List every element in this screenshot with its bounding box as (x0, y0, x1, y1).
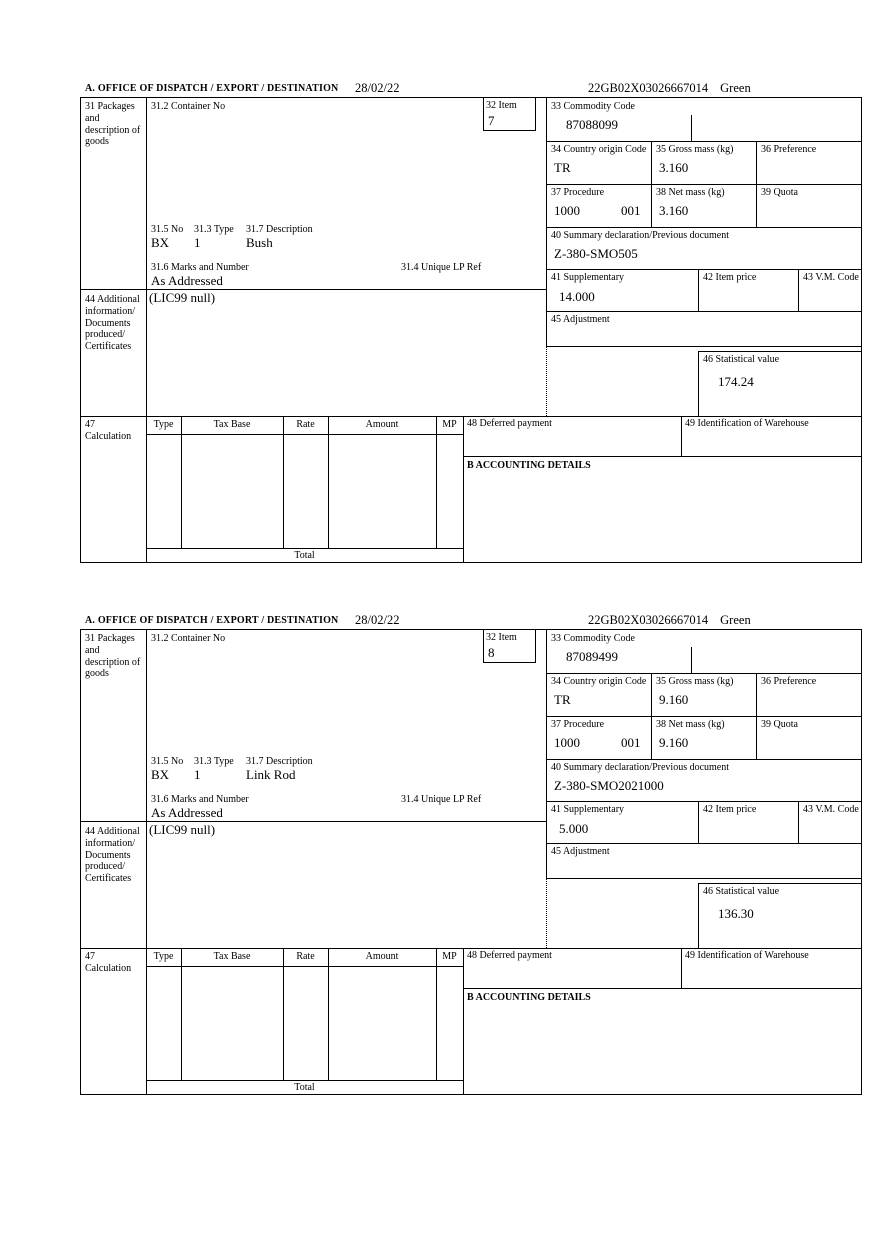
previous-document-value: Z-380-SMO2021000 (554, 778, 664, 793)
divider (546, 630, 547, 878)
divider (546, 673, 861, 674)
box35-label: 35 Gross mass (kg) (656, 676, 734, 687)
box35-label: 35 Gross mass (kg) (656, 144, 734, 155)
box31-3-label: 31.3 Type (194, 756, 234, 767)
item-number-value: 8 (488, 645, 495, 660)
commodity-code-value: 87088099 (566, 117, 618, 132)
date-value: 28/02/22 (355, 613, 400, 627)
column-header-mp: MP (442, 419, 457, 430)
divider (546, 141, 861, 142)
supplementary-units-value: 5.000 (559, 821, 589, 836)
declaration-reference (588, 613, 751, 628)
box31-6-label: 31.6 Marks and Number (151, 794, 249, 805)
declaration-form-grid (80, 629, 862, 1095)
divider (546, 843, 861, 844)
box31-7-label: 31.7 Description (246, 756, 313, 767)
divider (546, 716, 861, 717)
box48-label: 48 Deferred payment (467, 418, 552, 429)
box44-label: 44 Additional information/ Documents produced/ Certificates (85, 294, 140, 353)
divider (463, 948, 464, 1094)
box49-label: 49 Identification of Warehouse (685, 418, 809, 429)
divider (756, 141, 757, 227)
column-header-amount: Amount (365, 951, 399, 962)
divider (463, 456, 861, 457)
additional-info-value: (LIC99 null) (149, 822, 216, 837)
divider (756, 673, 757, 759)
divider (546, 346, 861, 347)
origin-country-value: TR (554, 692, 571, 707)
divider (546, 801, 861, 802)
box31-6-label: 31.6 Marks and Number (151, 262, 249, 273)
goods-description-value: Link Rod (246, 767, 296, 782)
box31-7-label: 31.7 Description (246, 224, 313, 235)
declaration-reference (588, 81, 751, 96)
commodity-code-divider (691, 115, 692, 141)
procedure-value: 1000 (554, 735, 580, 750)
divider (798, 801, 799, 843)
origin-country-value: TR (554, 160, 571, 175)
divider (81, 416, 861, 417)
box33-label: 33 Commodity Code (551, 101, 635, 112)
divider (328, 416, 329, 548)
total-label: Total (294, 1082, 315, 1093)
divider (651, 141, 652, 227)
box37-label: 37 Procedure (551, 719, 605, 730)
divider (546, 878, 861, 879)
box49-label: 49 Identification of Warehouse (685, 950, 809, 961)
divider (283, 416, 284, 548)
additional-info-value: (LIC99 null) (149, 290, 216, 305)
divider (463, 416, 464, 562)
divider (146, 98, 147, 562)
box46-label: 46 Statistical value (703, 886, 780, 897)
reference-number: 22GB02X03026667014 (588, 81, 709, 95)
box47-label: 47 Calculation (85, 951, 132, 974)
gross-mass-value: 9.160 (659, 692, 689, 707)
box31-label: 31 Packages and description of goods (85, 633, 141, 680)
box40-label: 40 Summary declaration/Previous document (551, 762, 730, 773)
column-header-tax-base: Tax Base (213, 419, 251, 430)
statistical-value: 174.24 (718, 374, 754, 389)
previous-document-value: Z-380-SMO505 (554, 246, 638, 261)
procedure-qualifier-value: 001 (621, 203, 641, 218)
divider (463, 988, 861, 989)
box31-4-label: 31.4 Unique LP Ref (401, 262, 482, 273)
box34-label: 34 Country origin Code (551, 676, 647, 687)
status-flag: Green (720, 81, 751, 95)
divider (328, 948, 329, 1080)
box34-label: 34 Country origin Code (551, 144, 647, 155)
box31-4-label: 31.4 Unique LP Ref (401, 794, 482, 805)
column-header-tax-base: Tax Base (213, 951, 251, 962)
status-flag: Green (720, 613, 751, 627)
commodity-code-value: 87089499 (566, 649, 618, 664)
divider (146, 548, 463, 549)
box31-2-label: 31.2 Container No (151, 633, 226, 644)
divider (81, 948, 861, 949)
box31-5-label: 31.5 No (151, 756, 184, 767)
box31-3-label: 31.3 Type (194, 224, 234, 235)
column-header-amount: Amount (365, 419, 399, 430)
divider (546, 269, 861, 270)
accounting-details-label: B ACCOUNTING DETAILS (467, 992, 591, 1003)
divider (546, 311, 861, 312)
divider (681, 948, 682, 988)
box42-label: 42 Item price (703, 272, 757, 283)
box39-label: 39 Quota (761, 719, 798, 730)
box37-label: 37 Procedure (551, 187, 605, 198)
marks-value: As Addressed (151, 273, 223, 288)
goods-description-value: Bush (246, 235, 273, 250)
procedure-value: 1000 (554, 203, 580, 218)
package-type-value: 1 (194, 767, 201, 782)
box40-label: 40 Summary declaration/Previous document (551, 230, 730, 241)
divider (146, 630, 147, 1094)
box31-2-label: 31.2 Container No (151, 101, 226, 112)
box44-label: 44 Additional information/ Documents produced/ Certificates (85, 826, 140, 885)
date-value: 28/02/22 (355, 81, 400, 95)
divider (546, 98, 547, 346)
box32-label: 32 Item (486, 100, 517, 111)
box38-label: 38 Net mass (kg) (656, 719, 725, 730)
divider (651, 673, 652, 759)
package-count-value: BX (151, 235, 170, 250)
declaration-form-grid (80, 97, 862, 563)
box45-label: 45 Adjustment (551, 314, 610, 325)
dotted-divider (546, 346, 547, 416)
box47-label: 47 Calculation (85, 419, 132, 442)
box41-label: 41 Supplementary (551, 804, 625, 815)
box33-label: 33 Commodity Code (551, 633, 635, 644)
divider (436, 948, 437, 1080)
column-header-type: Type (153, 951, 174, 962)
column-header-rate: Rate (296, 419, 315, 430)
marks-value: As Addressed (151, 805, 223, 820)
column-header-rate: Rate (296, 951, 315, 962)
accounting-details-label: B ACCOUNTING DETAILS (467, 460, 591, 471)
box45-label: 45 Adjustment (551, 846, 610, 857)
divider (798, 269, 799, 311)
net-mass-value: 9.160 (659, 735, 689, 750)
package-type-value: 1 (194, 235, 201, 250)
commodity-code-divider (691, 647, 692, 673)
box48-label: 48 Deferred payment (467, 950, 552, 961)
box36-label: 36 Preference (761, 676, 817, 687)
divider (146, 1080, 463, 1081)
divider (436, 416, 437, 548)
box31-5-label: 31.5 No (151, 224, 184, 235)
reference-number: 22GB02X03026667014 (588, 613, 709, 627)
dotted-divider (546, 878, 547, 948)
divider (546, 184, 861, 185)
divider (698, 269, 699, 311)
supplementary-units-value: 14.000 (559, 289, 595, 304)
gross-mass-value: 3.160 (659, 160, 689, 175)
column-header-mp: MP (442, 951, 457, 962)
procedure-qualifier-value: 001 (621, 735, 641, 750)
item-block (80, 80, 862, 563)
box31-label: 31 Packages and description of goods (85, 101, 141, 148)
divider (698, 801, 699, 843)
office-of-dispatch-label: A. OFFICE OF DISPATCH / EXPORT / DESTINATION (85, 615, 339, 626)
divider (681, 416, 682, 456)
column-header-type: Type (153, 419, 174, 430)
divider (546, 759, 861, 760)
package-count-value: BX (151, 767, 170, 782)
box36-label: 36 Preference (761, 144, 817, 155)
item-block (80, 612, 862, 1095)
office-of-dispatch-label: A. OFFICE OF DISPATCH / EXPORT / DESTINATION (85, 83, 339, 94)
box42-label: 42 Item price (703, 804, 757, 815)
net-mass-value: 3.160 (659, 203, 689, 218)
statistical-value: 136.30 (718, 906, 754, 921)
box46-label: 46 Statistical value (703, 354, 780, 365)
divider (546, 227, 861, 228)
divider (146, 434, 463, 435)
divider (181, 948, 182, 1080)
box38-label: 38 Net mass (kg) (656, 187, 725, 198)
total-label: Total (294, 550, 315, 561)
divider (146, 966, 463, 967)
box43-label: 43 V.M. Code (803, 272, 859, 283)
divider (283, 948, 284, 1080)
box32-label: 32 Item (486, 632, 517, 643)
box41-label: 41 Supplementary (551, 272, 625, 283)
box39-label: 39 Quota (761, 187, 798, 198)
box43-label: 43 V.M. Code (803, 804, 859, 815)
item-number-value: 7 (488, 113, 495, 128)
divider (181, 416, 182, 548)
